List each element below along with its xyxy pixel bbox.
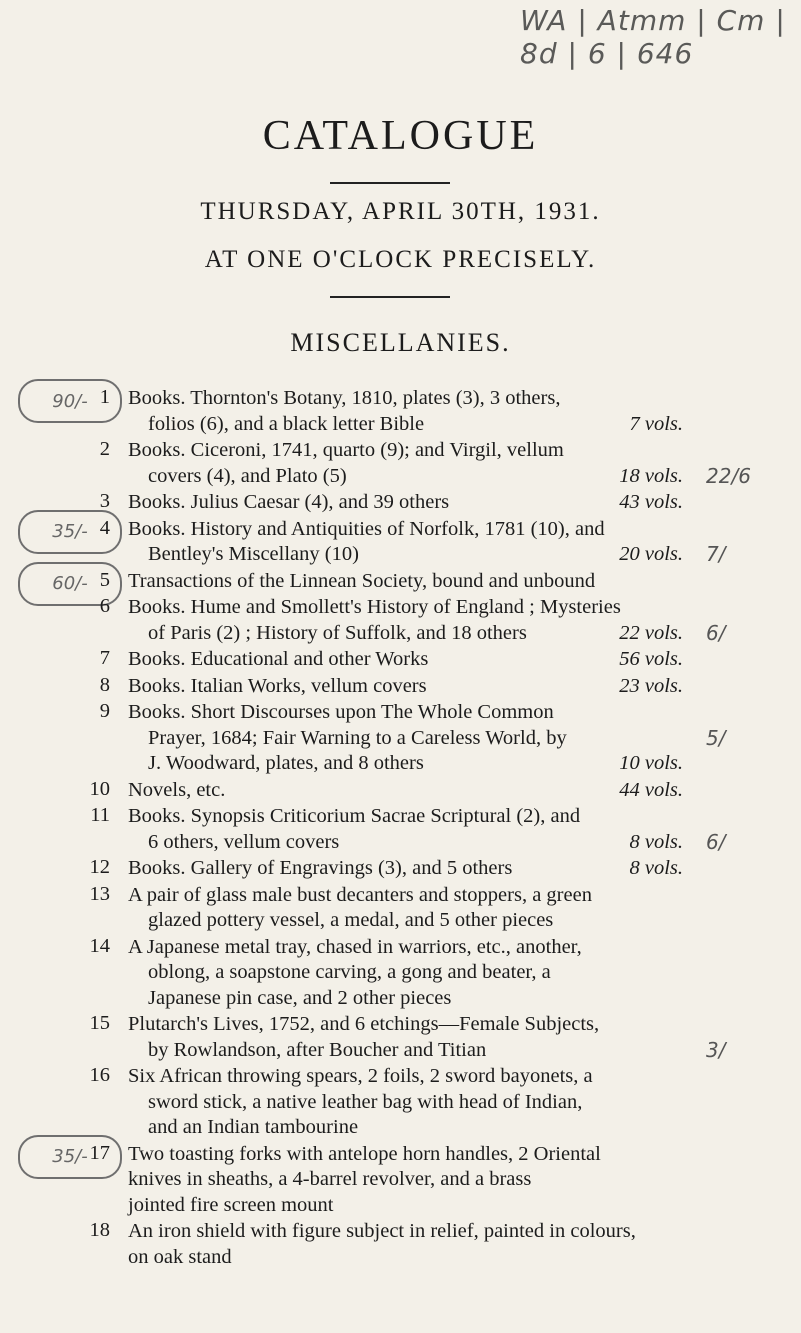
lot-number: 12 [89, 856, 110, 878]
lot-description [128, 517, 683, 568]
lot-description [128, 490, 683, 516]
handwritten-price: 22/6 [706, 463, 751, 488]
lot-line: Books. Thornton's Botany, 1810, plates (3), 3 others, [128, 387, 561, 409]
lot-number: 11 [90, 804, 110, 826]
lot-description [128, 386, 683, 437]
lot-quantity: 20 vols. [619, 543, 683, 565]
lot-line: 6 others, vellum covers [148, 830, 340, 853]
lot-number: 7 [99, 647, 110, 669]
lot-description [128, 700, 683, 777]
handwritten-price: 6/ [706, 829, 726, 854]
title-divider [330, 182, 450, 184]
lot-number: 13 [89, 882, 110, 905]
lot-line: on oak stand [128, 1245, 232, 1268]
lot-line: Transactions of the Linnean Society, bound and unbound [128, 569, 596, 592]
lot-quantity: 23 vols. [619, 674, 683, 697]
lot-line: of Paris (2) ; History of Suffolk, and 18 others [148, 621, 527, 644]
lot-line: Books. Short Discourses upon The Whole Common [128, 701, 554, 723]
sale-date: THURSDAY, APRIL 30TH, 1931. [200, 198, 601, 225]
lot-line: An iron shield with figure subject in relief, painted in colours, [128, 1220, 636, 1242]
lot-line: folios (6), and a black letter Bible [148, 412, 425, 435]
handwritten-price: 7/ [706, 542, 726, 566]
lot-number: 14 [89, 934, 110, 957]
lot-line: Two toasting forks with antelope horn handles, 2 Oriental [128, 1142, 601, 1165]
lot-number: 1 [99, 386, 110, 408]
lot-number: 8 [99, 673, 110, 696]
sale-time: AT ONE O'CLOCK PRECISELY. [204, 246, 597, 273]
lot-description [128, 438, 683, 489]
lot-line: Books. Gallery of Engravings (3), and 5 others [128, 857, 513, 879]
lot-line: covers (4), and Plato (5) [148, 464, 347, 487]
handwritten-circle-mark: 90/- [18, 379, 122, 423]
section-divider [330, 296, 450, 298]
lot-number: 16 [89, 1064, 110, 1086]
lot-quantity: 44 vols. [619, 778, 683, 801]
lot-line: Novels, etc. [128, 778, 226, 801]
lot-quantity: 10 vols. [619, 752, 683, 774]
lot-number: 10 [89, 777, 110, 800]
lot-line: A Japanese metal tray, chased in warriors, etc., another, [128, 935, 582, 958]
lot-line: jointed fire screen mount [128, 1193, 334, 1216]
lot-description [128, 935, 683, 1012]
lot-number: 3 [99, 490, 110, 512]
handwritten-circle-mark: 35/- [18, 510, 122, 554]
lot-line: Books. Italian Works, vellum covers [128, 674, 427, 697]
lot-line: Books. Julius Caesar (4), and 39 others [128, 491, 450, 513]
lot-description [128, 856, 683, 882]
lot-line: Japanese pin case, and 2 other pieces [148, 986, 452, 1009]
lot-line: Books. Educational and other Works [128, 648, 429, 670]
handwritten-price: 3/ [706, 1037, 726, 1062]
lot-line: knives in sheaths, a 4-barrel revolver, and a brass [128, 1168, 532, 1190]
lot-number: 18 [89, 1219, 110, 1241]
lot-description [128, 804, 683, 855]
lot-description [128, 595, 683, 646]
lot-description [128, 674, 683, 700]
lot-line: by Rowlandson, after Boucher and Titian [148, 1038, 487, 1061]
lot-quantity: 8 vols. [629, 830, 683, 853]
handwritten-annotation-top: WA | Atmm | Cm | 8d | 6 | 646 [520, 4, 786, 70]
lot-quantity: 7 vols. [629, 412, 683, 435]
lot-quantity: 56 vols. [619, 648, 683, 670]
lot-description [128, 1142, 683, 1219]
lot-line: glazed pottery vessel, a medal, and 5 other pieces [148, 909, 554, 931]
lot-line: J. Woodward, plates, and 8 others [148, 752, 424, 774]
lot-quantity: 22 vols. [619, 621, 683, 644]
section-heading: MISCELLANIES. [290, 328, 511, 357]
lot-description [128, 1219, 683, 1270]
lot-line: Books. Ciceroni, 1741, quarto (9); and Virgil, vellum [128, 439, 564, 461]
lot-number: 4 [99, 516, 110, 539]
handwritten-price: 6/ [706, 620, 726, 645]
lot-number: 15 [89, 1012, 110, 1034]
lot-line: sword stick, a native leather bag with head of Indian, [148, 1090, 583, 1113]
lot-description [128, 778, 683, 804]
lot-number: 17 [89, 1141, 110, 1164]
lot-line: Bentley's Miscellany (10) [148, 543, 359, 565]
lot-description [128, 647, 683, 673]
lot-number: 6 [99, 595, 110, 617]
lot-quantity: 43 vols. [619, 491, 683, 513]
page-title: CATALOGUE [262, 113, 539, 159]
lot-line: Books. History and Antiquities of Norfolk, 1781 (10), and [128, 517, 605, 540]
lot-description [128, 569, 683, 595]
handwritten-price: 5/ [706, 725, 726, 750]
lot-description [128, 1064, 683, 1141]
handwritten-circle-mark: 35/- [18, 1135, 122, 1179]
lot-number: 5 [99, 568, 110, 591]
lot-description [128, 1012, 683, 1063]
lot-number: 2 [99, 438, 110, 460]
lot-number: 9 [99, 700, 110, 722]
lot-line: A pair of glass male bust decanters and stoppers, a green [128, 883, 592, 906]
lot-line: oblong, a soapstone carving, a gong and beater, a [148, 961, 551, 983]
lot-line: Prayer, 1684; Fair Warning to a Careless World, by [148, 726, 567, 749]
lot-line: Plutarch's Lives, 1752, and 6 etchings—Female Subjects, [128, 1013, 600, 1035]
lot-line: Six African throwing spears, 2 foils, 2 sword bayonets, a [128, 1065, 593, 1087]
lot-line: Books. Synopsis Criticorium Sacrae Scriptural (2), and [128, 805, 581, 827]
lot-line: and an Indian tambourine [148, 1116, 359, 1138]
lot-quantity: 18 vols. [619, 464, 683, 487]
handwritten-circle-mark: 60/- [18, 562, 122, 606]
lot-description [128, 883, 683, 934]
lot-quantity: 8 vols. [629, 857, 683, 879]
lot-line: Books. Hume and Smollett's History of England ; Mysteries [128, 596, 621, 618]
